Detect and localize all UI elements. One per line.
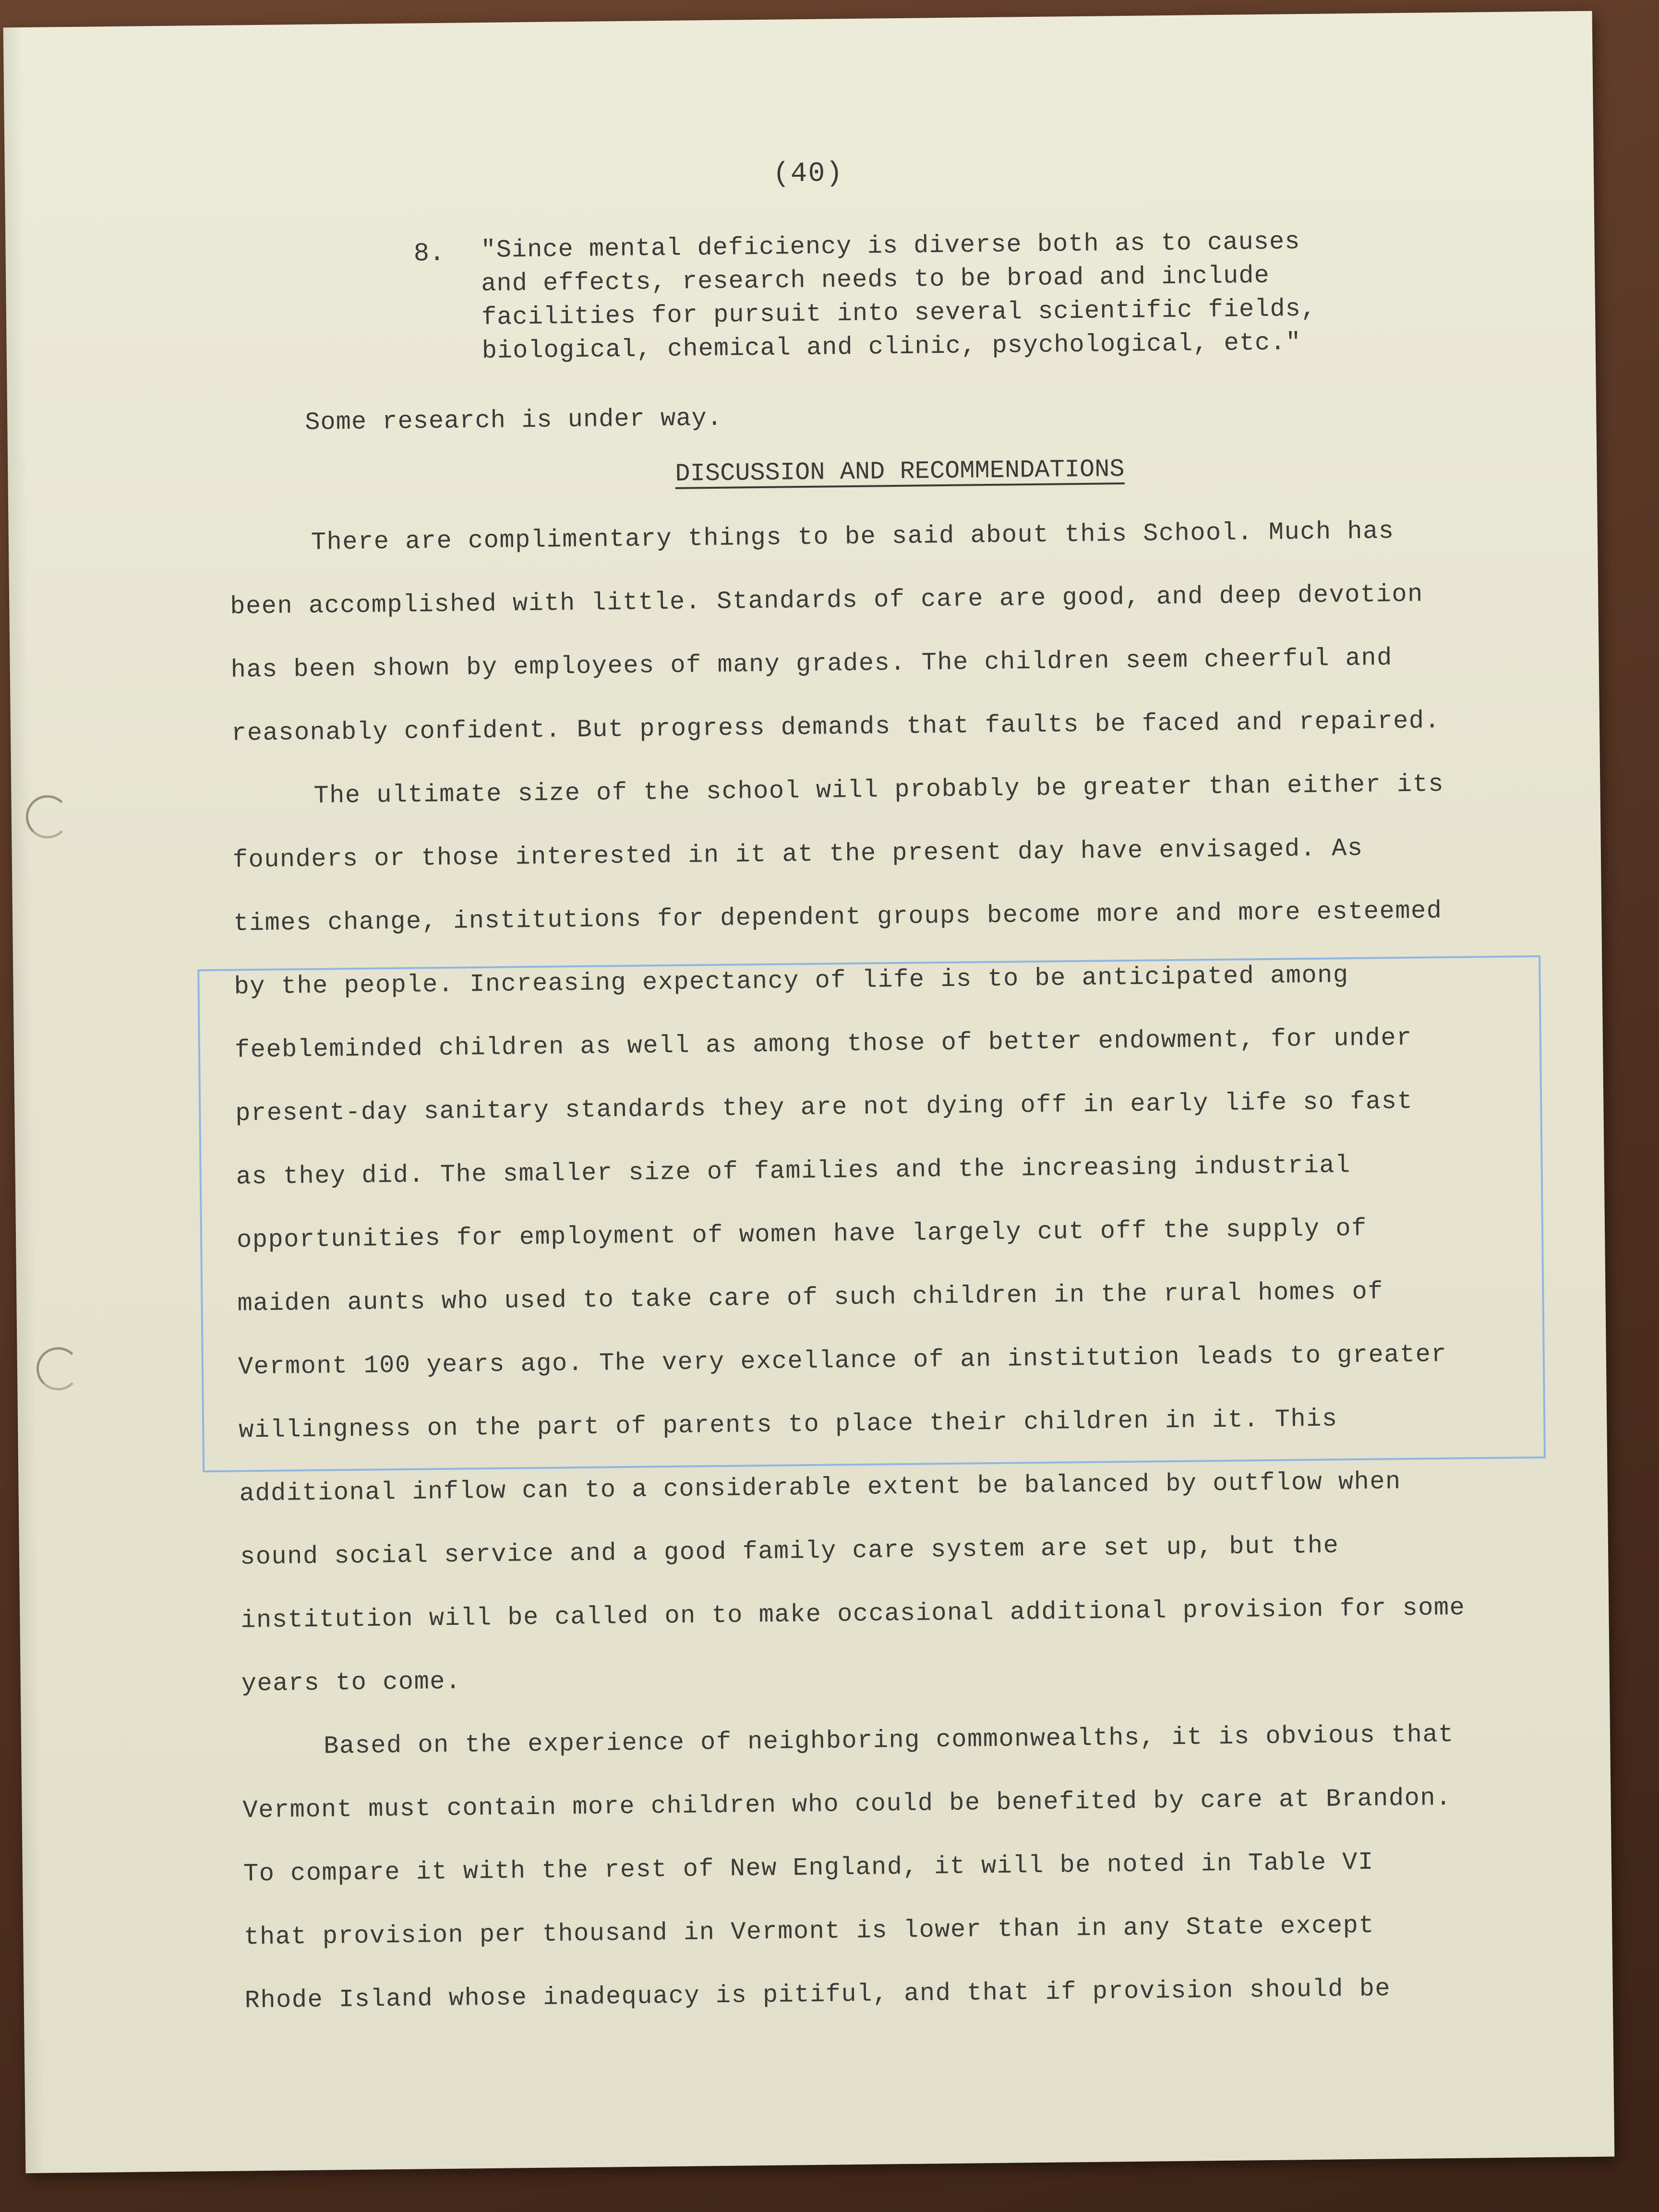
punch-hole-lower <box>36 1347 80 1391</box>
quote-line: biological, chemical and clinic, psychological, etc." <box>481 328 1301 366</box>
paragraph-line: Based on the experience of neighboring commonwealths, it is obvious that <box>323 1720 1455 1761</box>
paragraph-line: willingness on the part of parents to place their children in it. This <box>239 1405 1338 1445</box>
paragraph-line: Vermont 100 years ago. The very excellance of an institution leads to greater <box>238 1340 1447 1382</box>
paragraph-line: reasonably confident. But progress demands that faults be faced and repaired. <box>231 707 1441 748</box>
paragraph-line: present-day sanitary standards they are not dying off in early life so fast <box>235 1087 1413 1128</box>
paragraph-line: has been shown by employees of many grades. The children seem cheerful and <box>230 644 1393 685</box>
paragraph-line: years to come. <box>241 1667 462 1698</box>
paragraph-line: by the people. Increasing expectancy of life is to be anticipated among <box>234 961 1349 1001</box>
paragraph-line: There are complimentary things to be said about this School. Much has <box>311 517 1395 557</box>
paragraph-line: feebleminded children as well as among those of better endowment, for under <box>234 1023 1413 1065</box>
quote-line: "Since mental deficiency is diverse both as to causes <box>481 228 1300 265</box>
paragraph-line: that provision per thousand in Vermont is lower than in any State except <box>244 1911 1375 1952</box>
paragraph-line: opportunities for employment of women have largely cut off the supply of <box>236 1214 1368 1255</box>
quote-item-number: 8. <box>413 239 445 269</box>
paragraph-line: The ultimate size of the school will probably be greater than either its <box>313 770 1444 810</box>
paragraph-line: maiden aunts who used to take care of such children in the rural homes of <box>237 1277 1384 1318</box>
body-text <box>229 516 1535 2015</box>
paragraph-line: Rhode Island whose inadequacy is pitiful, and that if provision should be <box>244 1974 1391 2015</box>
paragraph-line: institution will be called on to make occasional additional provision for some <box>240 1593 1466 1635</box>
paragraph-line: To compare it with the rest of New England, it will be noted in Table VI <box>243 1848 1374 1888</box>
research-note: Some research is under way. <box>305 404 723 437</box>
paragraph-line: additional inflow can to a considerable extent be balanced by outflow when <box>239 1467 1402 1508</box>
paragraph-line: sound social service and a good family care system are set up, but the <box>240 1531 1339 1572</box>
quote-line: and effects, research needs to be broad and include <box>481 261 1270 299</box>
block-quote <box>481 224 1394 368</box>
paragraph-line: founders or those interested in it at the present day have envisaged. As <box>232 834 1363 875</box>
punch-hole-upper <box>25 795 69 839</box>
section-heading: DISCUSSION AND RECOMMENDATIONS <box>675 455 1125 488</box>
page-number: (40) <box>772 158 844 190</box>
document-page <box>3 11 1615 2173</box>
paragraph-line: Vermont must contain more children who could be benefited by care at Brandon. <box>242 1784 1452 1825</box>
paragraph-line: times change, institutions for dependent groups become more and more esteemed <box>233 897 1443 938</box>
quote-line: facilities for pursuit into several scientific fields, <box>481 294 1317 332</box>
paragraph-line: been accomplished with little. Standards of care are good, and deep devotion <box>230 580 1424 621</box>
paragraph-line: as they did. The smaller size of families and the increasing industrial <box>236 1151 1351 1191</box>
